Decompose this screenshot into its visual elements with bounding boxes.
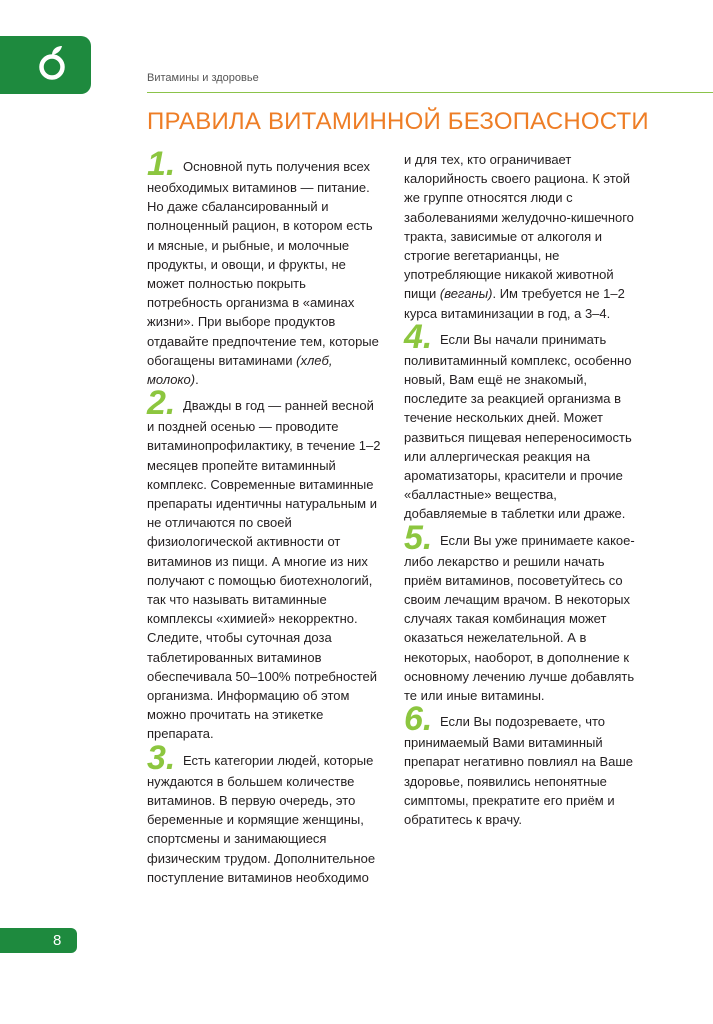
rule-item-4 <box>404 317 639 524</box>
page-title: ПРАВИЛА ВИТАМИННОЙ БЕЗОПАСНОСТИ <box>147 108 649 135</box>
item-text: Если Вы уже принимаете какое-либо лекарство и решили начать приём витаминов, посоветуйтесь со своим лечащим врачом. В некоторых случаях такая комбинация может оказаться нежелательной. А в некоторых, наоборот, в дополнение к основному лечению лучше добавлять те или иные витамины. <box>404 532 635 704</box>
page-number-tab <box>0 928 77 953</box>
item-text: Основной путь получения всех необходимых витаминов — питание. Но даже сбалансированный и полноценный рацион, в котором есть и мясные, и рыбные, и молочные продукты, и овощи, и фрукты, не может полностью покрыть потребность организма в «аминах жизни». При выборе продуктов отдавайте предпочтение тем, которые обогащены витаминами <box>147 159 379 368</box>
item-tail: . <box>195 372 199 388</box>
item-number: 3. <box>147 738 176 777</box>
item-text: Если Вы начали принимать поливитаминный комплекс, особенно новый, Вам ещё не знакомый, последите за реакцией организма в течение нескольких дней. Может развиться пищевая непереносимость или аллергическая реакция на ароматизаторы, красители и прочие «балластные» вещества, добавляемые в таблетки или драже. <box>404 331 632 522</box>
column-right <box>404 150 639 829</box>
item-text: Есть категории людей, которые нуждаются в большем количестве витаминов. В первую очередь, это беременные и кормящие женщины, спортсмены и занимающиеся физическим трудом. Дополнительное поступление витаминов необходимо <box>147 752 376 885</box>
rule-item-3-continued <box>404 150 639 323</box>
item-number: 5. <box>404 518 433 557</box>
rule-item-2 <box>147 384 382 743</box>
apple-icon <box>37 44 67 82</box>
header-divider <box>147 92 713 93</box>
column-left <box>147 145 382 887</box>
item-note: (хлеб, молоко) <box>147 352 333 388</box>
section-header: Витамины и здоровье <box>147 72 259 84</box>
rule-item-5 <box>404 518 639 706</box>
item-number: 2. <box>147 384 176 423</box>
page-number: 8 <box>53 932 62 949</box>
item-text: Если Вы подозреваете, что принимаемый Вами витаминный препарат негативно повлиял на Ваше здоровье, появились непонятные симптомы, прекратите его приём и обратитесь к врачу. <box>404 714 634 828</box>
item-tail: . Им требуется не 1–2 курса витаминизации в год, а 3–4. <box>404 286 625 321</box>
item-number: 4. <box>404 317 433 356</box>
rule-item-3 <box>147 738 382 887</box>
rule-item-1 <box>147 145 382 389</box>
item-text: и для тех, кто ограничивает калорийность своего рациона. К этой же группе относятся люди с заболеваниями желудочно-кишечного тракта, зависимые от алкоголя и строгие вегетарианцы, не употребляющие никакой животной пищи <box>404 152 634 302</box>
logo-tab <box>0 36 91 94</box>
rule-item-6 <box>404 700 639 829</box>
item-text: Дважды в год — ранней весной и поздней осенью — проводите витаминопрофилактику, в течение 1–2 месяцев пропейте витаминный комплекс. Современные витаминные препараты идентичны натуральным и не отличаются по своей физиологической активности от витаминов из пищи. А многие из них получают с помощью биотехнологий, так что называть витаминные комплексы «химией» некорректно. Следите, чтобы суточная доза таблетированных витаминов обеспечивала 50–100% потребностей организма. Информацию об этом можно прочитать на этикетке препарата. <box>147 398 381 742</box>
item-number: 1. <box>147 145 176 183</box>
item-note: (веганы) <box>439 286 493 302</box>
item-number: 6. <box>404 700 433 739</box>
